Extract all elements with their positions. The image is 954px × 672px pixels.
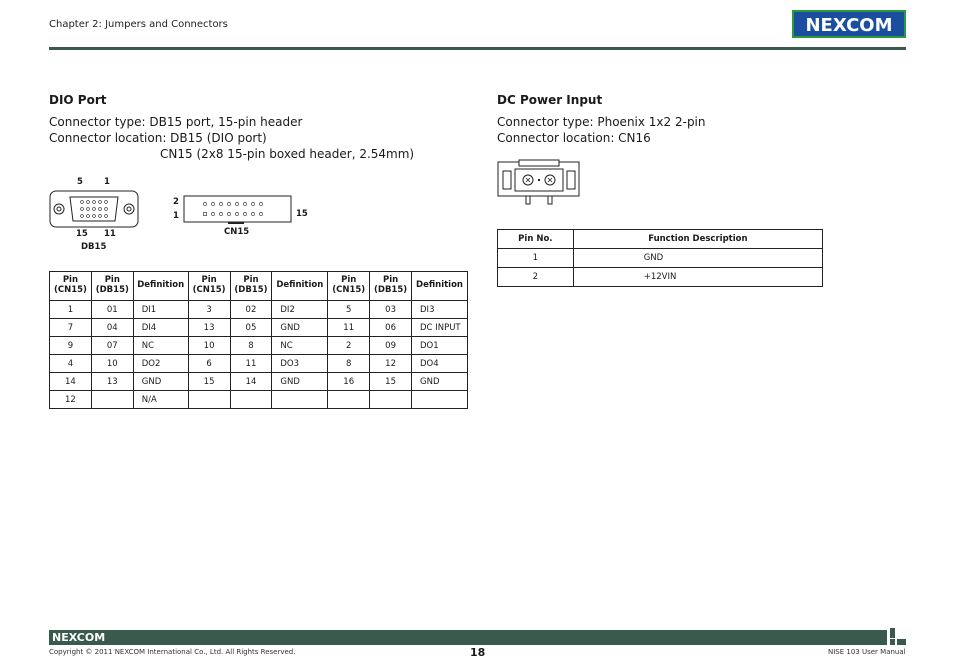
dio-table-cell: 10 <box>91 355 133 373</box>
dc-table-cell: GND <box>573 249 822 268</box>
phoenix-connector-diagram <box>497 159 581 207</box>
dio-table-cell: 14 <box>230 373 272 391</box>
cn15-label-2: 2 <box>173 197 179 207</box>
dc-pin-table <box>497 229 823 287</box>
dio-table-cell: DO2 <box>133 355 188 373</box>
table-row <box>50 319 468 337</box>
manual-name: NISE 103 User Manual <box>828 648 906 656</box>
nexcom-logo <box>792 10 906 38</box>
dio-table-cell: GND <box>412 373 468 391</box>
dio-table-cell: DO1 <box>412 337 468 355</box>
table-row <box>50 301 468 319</box>
dio-table-header-cell: Pin (CN15) <box>188 272 230 301</box>
dio-table-cell: NC <box>133 337 188 355</box>
table-row <box>498 249 823 268</box>
dio-table-cell <box>328 391 370 409</box>
dio-table-header-cell: Definition <box>133 272 188 301</box>
dio-table-cell: 1 <box>50 301 92 319</box>
dio-table-cell: DO3 <box>272 355 328 373</box>
dio-table-cell <box>370 391 412 409</box>
dio-table-cell: 3 <box>188 301 230 319</box>
footer-logo: NEXCOM <box>52 631 106 644</box>
dio-table-header <box>50 272 468 301</box>
dio-table-cell: 9 <box>50 337 92 355</box>
dio-table-header-cell: Pin (DB15) <box>370 272 412 301</box>
db15-name: DB15 <box>81 242 107 252</box>
footer-corner-icon <box>890 628 906 645</box>
dc-table-header <box>498 230 823 249</box>
dc-connector-location: Connector location: CN16 <box>497 131 651 145</box>
table-row <box>50 355 468 373</box>
dio-table-cell <box>91 391 133 409</box>
dio-table-cell <box>412 391 468 409</box>
dio-table-cell: 10 <box>188 337 230 355</box>
db15-label-11: 11 <box>104 229 116 239</box>
chapter-title: Chapter 2: Jumpers and Connectors <box>49 19 228 30</box>
dio-table-cell: 09 <box>370 337 412 355</box>
dio-table-cell: N/A <box>133 391 188 409</box>
footer-bar <box>49 630 887 645</box>
table-row <box>50 373 468 391</box>
dio-table-cell: 15 <box>188 373 230 391</box>
cn15-label-1: 1 <box>173 211 179 221</box>
dc-table-header-cell: Pin No. <box>498 230 574 249</box>
cn15-connector-diagram <box>183 195 293 225</box>
dio-table-cell <box>272 391 328 409</box>
db15-connector-diagram <box>49 190 139 228</box>
dio-table-cell: 5 <box>328 301 370 319</box>
dio-table-header-cell: Definition <box>412 272 468 301</box>
dio-table-cell: 02 <box>230 301 272 319</box>
dc-table-header-cell: Function Description <box>573 230 822 249</box>
dio-table-cell: 03 <box>370 301 412 319</box>
dc-table-cell: 2 <box>498 268 574 287</box>
table-row <box>498 268 823 287</box>
dio-table-cell: DO4 <box>412 355 468 373</box>
dio-table-cell: 13 <box>188 319 230 337</box>
dio-title: DIO Port <box>49 93 107 107</box>
dio-table-cell: 12 <box>370 355 412 373</box>
dio-table-cell: 13 <box>91 373 133 391</box>
dc-table-cell: +12VIN <box>573 268 822 287</box>
dio-table-cell: GND <box>272 319 328 337</box>
cn15-name: CN15 <box>224 227 250 237</box>
dio-connector-type: Connector type: DB15 port, 15-pin header <box>49 115 303 129</box>
dio-table-cell: 11 <box>230 355 272 373</box>
dio-table-header-cell: Definition <box>272 272 328 301</box>
dc-connector-type: Connector type: Phoenix 1x2 2-pin <box>497 115 706 129</box>
dio-table-cell: DI4 <box>133 319 188 337</box>
dio-connector-location: Connector location: DB15 (DIO port) <box>49 131 267 145</box>
dio-table-cell: 01 <box>91 301 133 319</box>
dio-table-cell: 15 <box>370 373 412 391</box>
dio-table-cell: 04 <box>91 319 133 337</box>
logo-text: NEXCOM <box>805 15 893 36</box>
dio-table-cell: DC INPUT <box>412 319 468 337</box>
dc-title: DC Power Input <box>497 93 603 107</box>
db15-label-1: 1 <box>104 177 110 187</box>
dio-table-cell: DI2 <box>272 301 328 319</box>
dio-table-cell: 7 <box>50 319 92 337</box>
copyright: Copyright © 2011 NEXCOM International Co., Ltd. All Rights Reserved. <box>49 648 296 656</box>
dio-table-cell: 8 <box>328 355 370 373</box>
dio-table-cell: DI3 <box>412 301 468 319</box>
dio-table-cell: 12 <box>50 391 92 409</box>
dio-table-cell: 16 <box>328 373 370 391</box>
dio-table-cell: 2 <box>328 337 370 355</box>
dio-table-cell: DI1 <box>133 301 188 319</box>
dio-table-cell: 07 <box>91 337 133 355</box>
dio-table-header-cell: Pin (CN15) <box>328 272 370 301</box>
header-rule <box>49 47 906 50</box>
dio-table-cell <box>230 391 272 409</box>
dio-table-cell: 14 <box>50 373 92 391</box>
dc-table-cell: 1 <box>498 249 574 268</box>
dio-table-cell: 4 <box>50 355 92 373</box>
dio-table-cell <box>188 391 230 409</box>
dio-pin-table <box>49 271 468 409</box>
dio-table-cell: 6 <box>188 355 230 373</box>
page-number: 18 <box>470 646 486 659</box>
db15-label-15: 15 <box>76 229 88 239</box>
table-row <box>50 337 468 355</box>
dio-table-header-cell: Pin (CN15) <box>50 272 92 301</box>
dio-table-cell: NC <box>272 337 328 355</box>
db15-label-5: 5 <box>77 177 83 187</box>
dio-table-cell: 8 <box>230 337 272 355</box>
dio-table-header-cell: Pin (DB15) <box>91 272 133 301</box>
cn15-label-15: 15 <box>296 209 308 219</box>
dio-table-cell: 11 <box>328 319 370 337</box>
dio-table-cell: 06 <box>370 319 412 337</box>
table-row <box>50 391 468 409</box>
dio-table-cell: GND <box>133 373 188 391</box>
dio-table-header-cell: Pin (DB15) <box>230 272 272 301</box>
dio-table-cell: 05 <box>230 319 272 337</box>
dio-table-cell: GND <box>272 373 328 391</box>
dio-connector-location-2: CN15 (2x8 15-pin boxed header, 2.54mm) <box>160 147 415 161</box>
